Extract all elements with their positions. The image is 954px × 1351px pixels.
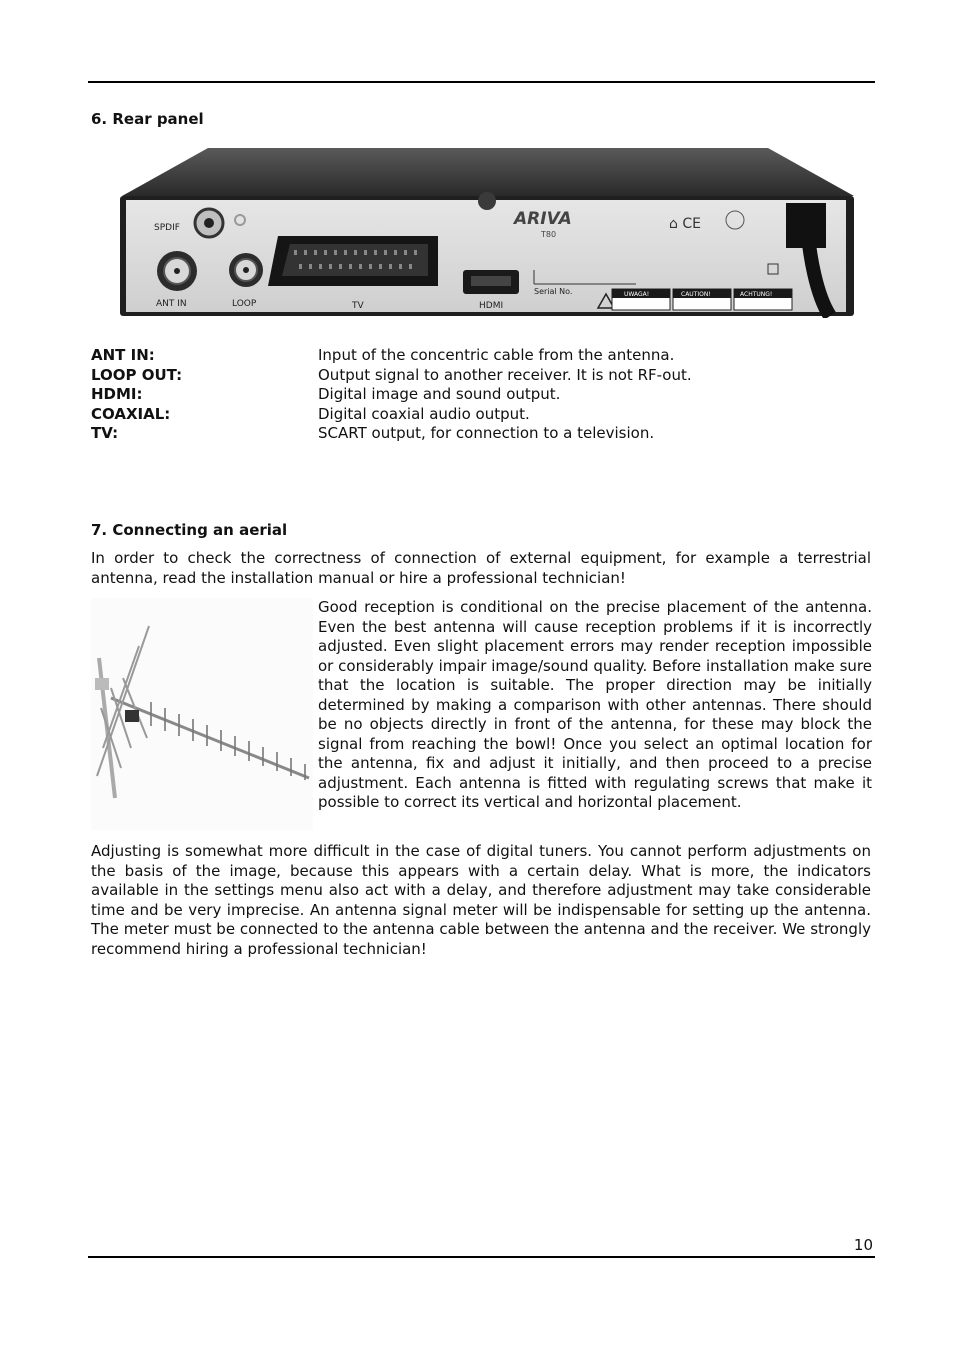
svg-text:CAUTION!: CAUTION! xyxy=(681,291,711,298)
definition-description: SCART output, for connection to a television. xyxy=(318,424,655,442)
svg-text:SPDIF: SPDIF xyxy=(154,223,180,233)
svg-text:LOOP: LOOP xyxy=(232,299,257,309)
definition-row xyxy=(91,405,873,425)
svg-text:TV: TV xyxy=(352,301,364,311)
definition-term: TV: xyxy=(91,424,119,442)
definition-row xyxy=(91,366,873,386)
intro-paragraph: In order to check the correctness of connection of external equipment, for example a terrestrial antenna, read the installation manual or hire a professional technician! xyxy=(91,549,871,587)
section-7-heading: 7. Connecting an aerial xyxy=(91,521,288,539)
header-rule xyxy=(88,81,875,83)
definition-description: Digital image and sound output. xyxy=(318,385,561,403)
definition-description: Digital coaxial audio output. xyxy=(318,404,530,423)
svg-text:ARIVA: ARIVA xyxy=(514,209,572,229)
section-6-heading: 6. Rear panel xyxy=(91,110,204,128)
definition-row xyxy=(91,424,873,444)
svg-text:⌂ CE: ⌂ CE xyxy=(669,216,701,232)
svg-text:HDMI: HDMI xyxy=(479,301,504,311)
svg-text:UWAGA!: UWAGA! xyxy=(624,291,650,298)
definition-row xyxy=(91,346,873,366)
svg-text:ACHTUNG!: ACHTUNG! xyxy=(740,291,773,298)
definition-term: ANT IN: xyxy=(91,346,155,364)
definition-term: LOOP OUT: xyxy=(91,365,183,384)
svg-text:ANT IN: ANT IN xyxy=(156,299,187,309)
antenna-image xyxy=(91,598,313,830)
closing-paragraph: Adjusting is somewhat more difficult in the case of digital tuners. You cannot perform adjustments on the basis of the image, because this appears with a certain delay. What is more, the indicators available in the settings menu also act with a delay, and therefore adjustment may take considerable time and be very imprecise. An antenna signal meter will be indispensable for setting up the antenna. The meter must be connected to the antenna cable between the antenna and the receiver. We strongly recommend hiring a professional technician! xyxy=(91,842,871,958)
definition-description: Output signal to another receiver. It is not RF-out. xyxy=(318,365,692,384)
rear-panel-image xyxy=(118,148,856,318)
svg-text:Serial No.: Serial No. xyxy=(534,287,573,296)
definition-term: COAXIAL: xyxy=(91,404,171,423)
page-number: 10 xyxy=(853,1236,873,1254)
footer-rule xyxy=(88,1256,875,1258)
svg-text:T80: T80 xyxy=(541,230,557,239)
definition-description: Input of the concentric cable from the antenna. xyxy=(318,346,675,364)
definition-row xyxy=(91,385,873,405)
definition-term: HDMI: xyxy=(91,385,143,403)
antenna-description: Good reception is conditional on the precise placement of the antenna. Even the best antenna will cause reception problems if it is incorrectly adjusted. Even slight placement errors may render reception impossible or considerably impair image/sound quality. Before installation make sure that the location is suitable. The proper direction may be initially determined by making a comparison with other antennas. There should be no objects directly in front of the antenna, for these may block the signal from reaching the bowl! Once you select an optimal location for the antenna, fix and adjust it initially, and then proceed to a precise adjustment. Each antenna is fitted with regulating screws that make it possible to correct its vertical and horizontal placement. xyxy=(318,598,872,811)
